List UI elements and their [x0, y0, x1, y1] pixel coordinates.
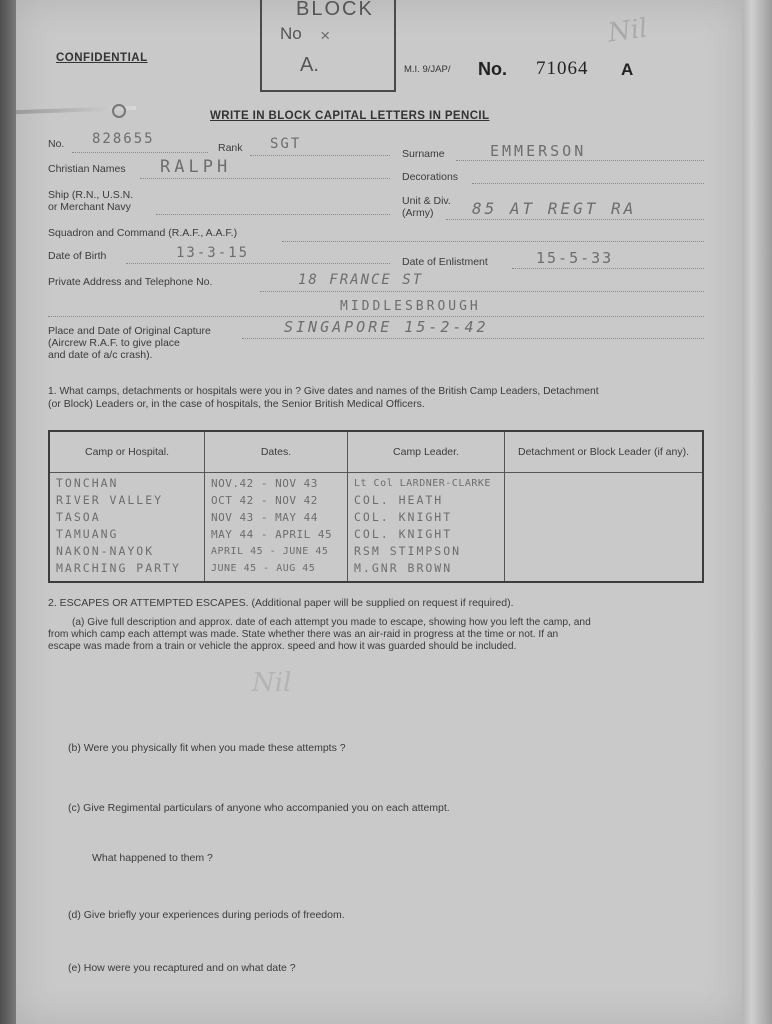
question-2b: (b) Were you physically fit when you made these attempts ?: [68, 742, 346, 754]
dob-label: Date of Birth: [48, 250, 107, 262]
camp-dates: NOV 43 - MAY 44: [211, 511, 318, 524]
camp-leader: Lt Col LARDNER-CLARKE: [354, 478, 491, 489]
ship-label-1: Ship (R.N., U.S.N.: [48, 189, 134, 201]
camp-name: NAKON-NAYOK: [56, 544, 155, 558]
header-detachment-leader: Detachment or Block Leader (if any).: [505, 431, 704, 473]
surname-value: EMMERSON: [490, 142, 587, 160]
decorations-label: Decorations: [402, 171, 459, 183]
question-2c-followup: What happened to them ?: [92, 852, 213, 864]
form-number: 71064: [536, 58, 589, 79]
form-page: [16, 0, 742, 1024]
camp-leader: RSM STIMPSON: [354, 544, 462, 558]
stamp-number-label: No: [280, 24, 302, 43]
rank-value: SGT: [270, 136, 302, 152]
block-stamp: [260, 0, 396, 92]
camp-leader: COL. KNIGHT: [354, 527, 453, 541]
christian-names-line: [140, 178, 390, 179]
christian-names-label: Christian Names: [48, 163, 126, 175]
question-2a-line-1: (a) Give full description and approx. date of each attempt you made to escape, showing how you left the camp, and: [72, 617, 591, 628]
camps-column: [49, 473, 205, 583]
stacked-pages-edge: [738, 0, 772, 1024]
no-line: [72, 152, 208, 153]
address-label: Private Address and Telephone No.: [48, 276, 213, 288]
camps-table: [48, 430, 704, 583]
camp-leader: M.GNR BROWN: [354, 561, 453, 575]
dob-line: [126, 263, 390, 264]
surname-line: [456, 160, 704, 161]
enlistment-value: 15-5-33: [536, 249, 614, 267]
camp-dates: APRIL 45 - JUNE 45: [211, 546, 329, 557]
header-dates: Dates.: [205, 431, 348, 473]
squadron-label: Squadron and Command (R.A.F., A.A.F.): [48, 227, 238, 239]
unit-label-1: Unit & Div.: [402, 195, 451, 207]
camp-leader: COL. HEATH: [354, 493, 444, 507]
header-camp-leader: Camp Leader.: [348, 431, 505, 473]
camp-name: TAMUANG: [56, 527, 119, 541]
service-number-value: 828655: [92, 131, 155, 147]
surname-label: Surname: [402, 148, 445, 160]
rank-label: Rank: [218, 142, 243, 154]
form-ref-prefix: M.I. 9/JAP/: [404, 64, 451, 75]
camp-dates: MAY 44 - APRIL 45: [211, 528, 333, 541]
capture-label-3: and date of a/c crash).: [48, 349, 153, 361]
nil-answer: Nil: [252, 668, 292, 698]
camp-name: MARCHING PARTY: [56, 561, 181, 575]
camp-name: TASOA: [56, 510, 101, 524]
stamp-letter: A.: [300, 54, 319, 76]
decorations-line: [472, 183, 704, 184]
instruction-heading: WRITE IN BLOCK CAPITAL LETTERS IN PENCIL: [210, 110, 490, 122]
address-line-2: [48, 316, 704, 317]
address-value-1: 18 FRANCE ST: [298, 272, 424, 288]
dates-column: [205, 473, 348, 583]
binding-knot: [112, 104, 126, 118]
question-1-line-2: (or Block) Leaders or, in the case of hospitals, the Senior British Medical Officers.: [48, 398, 425, 410]
leaders-column: [348, 473, 505, 583]
question-2e: (e) How were you recaptured and on what date ?: [68, 962, 296, 974]
unit-label-2: (Army): [402, 207, 434, 219]
capture-label-1: Place and Date of Original Capture: [48, 325, 211, 337]
address-line-1: [260, 291, 704, 292]
stamp-title: BLOCK: [296, 0, 374, 20]
header-camp: Camp or Hospital.: [49, 431, 205, 473]
camp-name: TONCHAN: [56, 476, 119, 490]
rank-line: [250, 155, 390, 156]
question-2a-line-2: from which camp each attempt was made. State whether there was an air-raid in progress at the time or not. If an: [48, 629, 559, 640]
camp-leader: COL. KNIGHT: [354, 510, 453, 524]
christian-names-value: RALPH: [160, 157, 232, 177]
question-1-line-1: 1. What camps, detachments or hospitals were you in ? Give dates and names of the British Camp Leaders, Detachment: [48, 386, 599, 397]
nil-pencil-note: Nil: [606, 13, 650, 49]
unit-value: 85 AT REGT RA: [472, 199, 637, 218]
address-value-2: MIDDLESBROUGH: [340, 299, 481, 314]
no-label: No.: [48, 138, 65, 150]
dob-value: 13-3-15: [176, 245, 250, 261]
stamp-number-mark: ×: [320, 26, 330, 45]
unit-line: [446, 219, 704, 220]
detachment-column: [505, 473, 704, 583]
camp-dates: NOV.42 - NOV 43: [211, 477, 318, 490]
squadron-line: [282, 241, 704, 242]
form-number-label: No.: [478, 59, 507, 79]
capture-value: SINGAPORE 15-2-42: [284, 318, 489, 336]
question-2-title: 2. ESCAPES OR ATTEMPTED ESCAPES. (Additional paper will be supplied on request if required).: [48, 597, 514, 609]
capture-line: [242, 338, 704, 339]
question-2a-line-3: escape was made from a train or vehicle the approx. speed and how it was guarded should be included.: [48, 641, 517, 652]
enlistment-line: [512, 268, 704, 269]
question-2c: (c) Give Regimental particulars of anyone who accompanied you on each attempt.: [68, 802, 450, 814]
camp-name: RIVER VALLEY: [56, 493, 164, 507]
confidential-label: CONFIDENTIAL: [56, 52, 148, 64]
ship-label-2: or Merchant Navy: [48, 201, 131, 213]
capture-label-2: (Aircrew R.A.F. to give place: [48, 337, 180, 349]
enlistment-label: Date of Enlistment: [402, 256, 488, 268]
ship-line: [156, 214, 390, 215]
camp-dates: OCT 42 - NOV 42: [211, 494, 318, 507]
question-2d: (d) Give briefly your experiences during periods of freedom.: [68, 909, 345, 921]
form-suffix: A: [621, 60, 634, 79]
camp-dates: JUNE 45 - AUG 45: [211, 563, 316, 574]
